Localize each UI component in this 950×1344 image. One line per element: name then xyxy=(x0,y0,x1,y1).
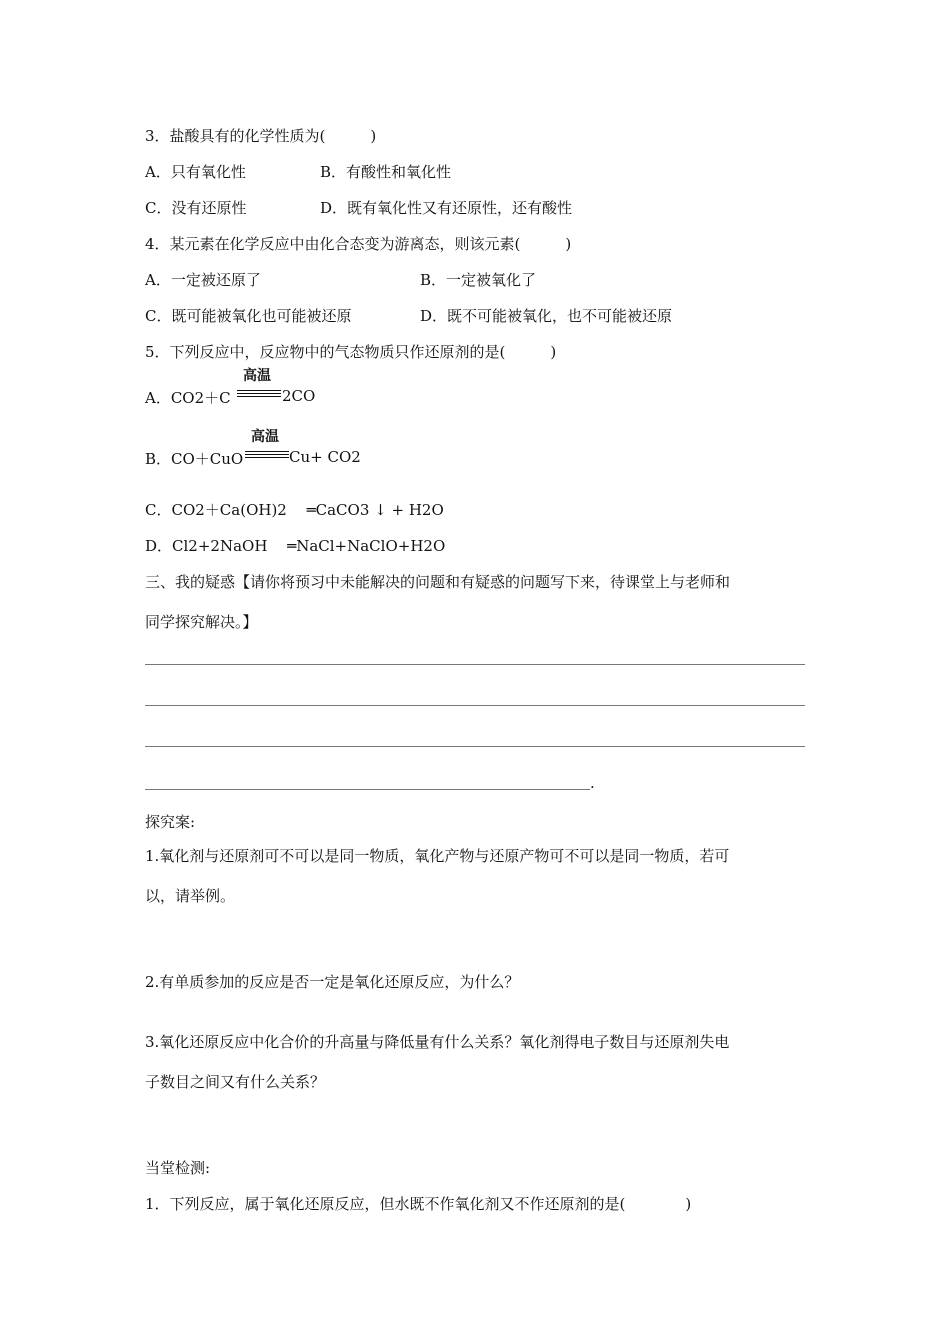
explore-q1-line2: 以，请举例。 xyxy=(145,887,236,905)
q4-option-a: A．一定被还原了 xyxy=(145,271,261,289)
check-q1: 1．下列反应，属于氧化还原反应，但水既不作氧化剂又不作还原剂的是( ) xyxy=(145,1195,692,1213)
writing-line-1[interactable] xyxy=(145,664,805,665)
q4-stem: 4．某元素在化学反应中由化合态变为游离态，则该元素( ) xyxy=(145,235,572,253)
q5-option-b xyxy=(145,426,465,466)
q5-option-b-equals-sign xyxy=(245,451,289,458)
writing-line-4[interactable] xyxy=(145,789,590,790)
q5-option-b-reactants: B．CO＋CuO xyxy=(145,450,244,468)
explore-q1-line1: 1.氧化剂与还原剂可不可以是同一物质，氧化产物与还原产物可不可以是同一物质，若可 xyxy=(145,847,730,865)
q4-option-b: B．一定被氧化了 xyxy=(420,271,537,289)
q3-option-c: C．没有还原性 xyxy=(145,199,247,217)
q5-option-d: D．Cl2+2NaOH ═NaCl+NaClO+H2O xyxy=(145,537,446,555)
q5-option-b-condition: 高温 xyxy=(251,429,279,445)
check-heading: 当堂检测: xyxy=(145,1159,211,1177)
q5-option-a-condition: 高温 xyxy=(243,368,271,384)
q5-option-c: C．CO2＋Ca(OH)2 ═CaCO3 ↓ + H2O xyxy=(145,501,444,519)
writing-end-mark: . xyxy=(590,774,595,792)
q5-option-a-equals-sign xyxy=(237,390,281,397)
section3-instruction-line2: 同学探究解决。】 xyxy=(145,613,258,631)
writing-line-2[interactable] xyxy=(145,705,805,706)
q4-option-c: C．既可能被氧化也可能被还原 xyxy=(145,307,352,325)
q5-option-b-product: Cu+ CO2 xyxy=(289,448,361,466)
q4-option-d: D．既不可能被氧化，也不可能被还原 xyxy=(420,307,673,325)
explore-q3-line1: 3.氧化还原反应中化合价的升高量与降低量有什么关系？氧化剂得电子数目与还原剂失电 xyxy=(145,1033,730,1051)
q3-stem: 3．盐酸具有的化学性质为( ) xyxy=(145,127,377,145)
q3-option-d: D．既有氧化性又有还原性，还有酸性 xyxy=(320,199,573,217)
q5-option-a-reactants: A．CO2＋C xyxy=(145,389,231,407)
q5-option-a xyxy=(145,365,465,405)
q5-option-a-product: 2CO xyxy=(282,387,316,405)
explore-q3-line2: 子数目之间又有什么关系？ xyxy=(145,1073,326,1091)
explore-q2: 2.有单质参加的反应是否一定是氧化还原反应，为什么？ xyxy=(145,973,520,991)
writing-line-3[interactable] xyxy=(145,746,805,747)
section3-instruction-line1: 三、我的疑惑【请你将预习中未能解决的问题和有疑惑的问题写下来，待课堂上与老师和 xyxy=(145,573,731,591)
q5-stem: 5．下列反应中，反应物中的气态物质只作还原剂的是( ) xyxy=(145,343,557,361)
q3-option-a: A．只有氧化性 xyxy=(145,163,246,181)
explore-heading: 探究案: xyxy=(145,813,196,831)
q3-option-b: B．有酸性和氧化性 xyxy=(320,163,452,181)
